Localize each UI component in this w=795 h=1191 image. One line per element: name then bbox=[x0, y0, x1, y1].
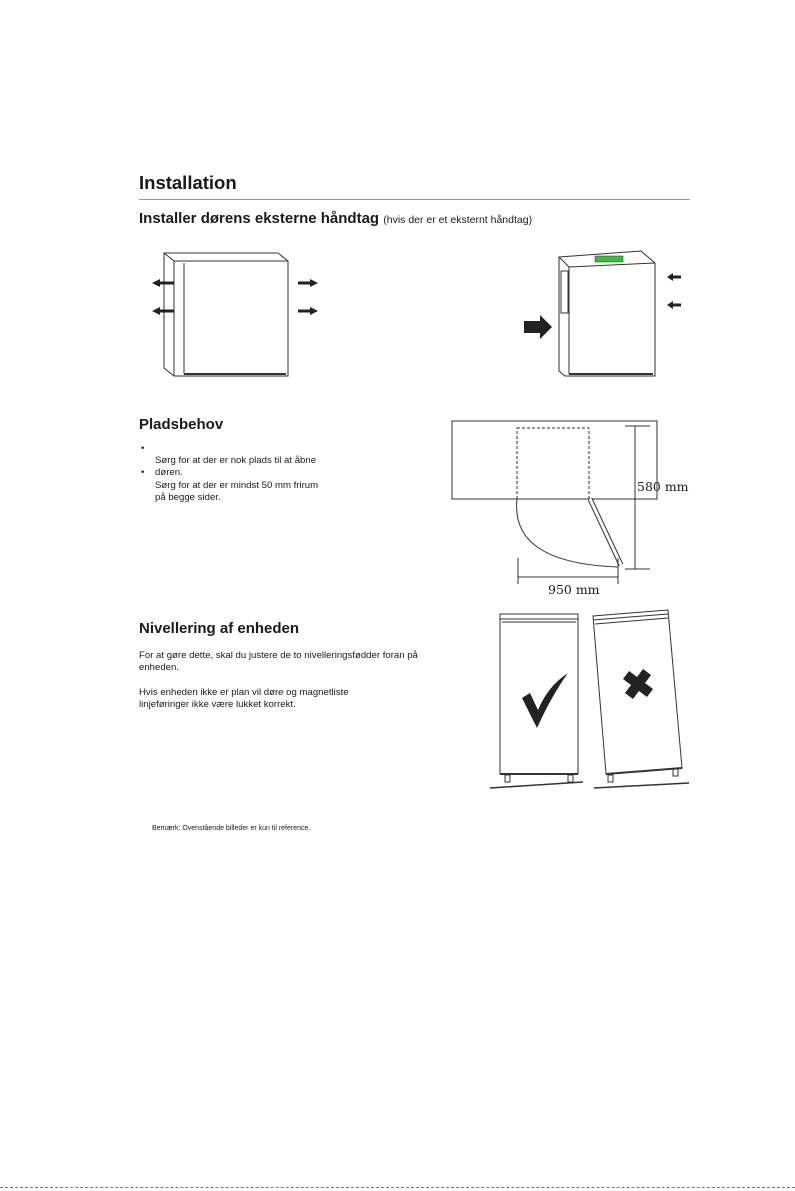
leveling-paragraph-1: For at gøre dette, skal du justere de to nivelleringsfødder foran på enheden. bbox=[139, 650, 418, 674]
list-item bbox=[140, 443, 380, 455]
leveling-heading: Nivellering af enheden bbox=[139, 620, 300, 637]
bullet-icon: • bbox=[141, 443, 145, 454]
page-bottom-border bbox=[0, 1187, 795, 1188]
page-title: Installation bbox=[139, 172, 237, 193]
handle-subheading: (hvis der er et eksternt håndtag) bbox=[383, 214, 533, 226]
bullet-icon: • bbox=[141, 467, 145, 479]
fridge-tilted-illustration bbox=[588, 608, 693, 793]
list-item: Sørg for at der er nok plads til at åbne bbox=[155, 455, 317, 467]
list-item: Sørg for at der er mindst 50 mm frirum bbox=[155, 479, 319, 491]
space-heading: Pladsbehov bbox=[139, 416, 224, 433]
space-requirements-list bbox=[140, 443, 380, 504]
fridge-remove-handle-illustration bbox=[148, 243, 328, 383]
depth-dimension-label: 580 mm bbox=[637, 479, 689, 494]
list-item: på begge sider. bbox=[155, 491, 221, 503]
checkmark-icon bbox=[522, 673, 568, 728]
space-plan-diagram bbox=[450, 418, 695, 598]
leveling-paragraph-2: Hvis enheden ikke er plan vil døre og magnetliste linjeføringer ikke være lukket korrekt. bbox=[139, 687, 349, 711]
fridge-install-handle-illustration bbox=[555, 243, 685, 383]
arrow-right-icon bbox=[524, 315, 554, 339]
reference-note: Bemærk: Ovenstående billeder er kun til reference. bbox=[152, 825, 311, 832]
title-divider bbox=[139, 199, 690, 200]
handle-heading-text: Installer dørens eksterne håndtag bbox=[139, 210, 380, 227]
cross-icon bbox=[622, 668, 654, 700]
fridge-level-illustration bbox=[490, 610, 585, 792]
list-item: • døren. bbox=[141, 467, 183, 479]
width-dimension-label: 950 mm bbox=[548, 582, 600, 597]
handle-heading bbox=[139, 210, 532, 227]
